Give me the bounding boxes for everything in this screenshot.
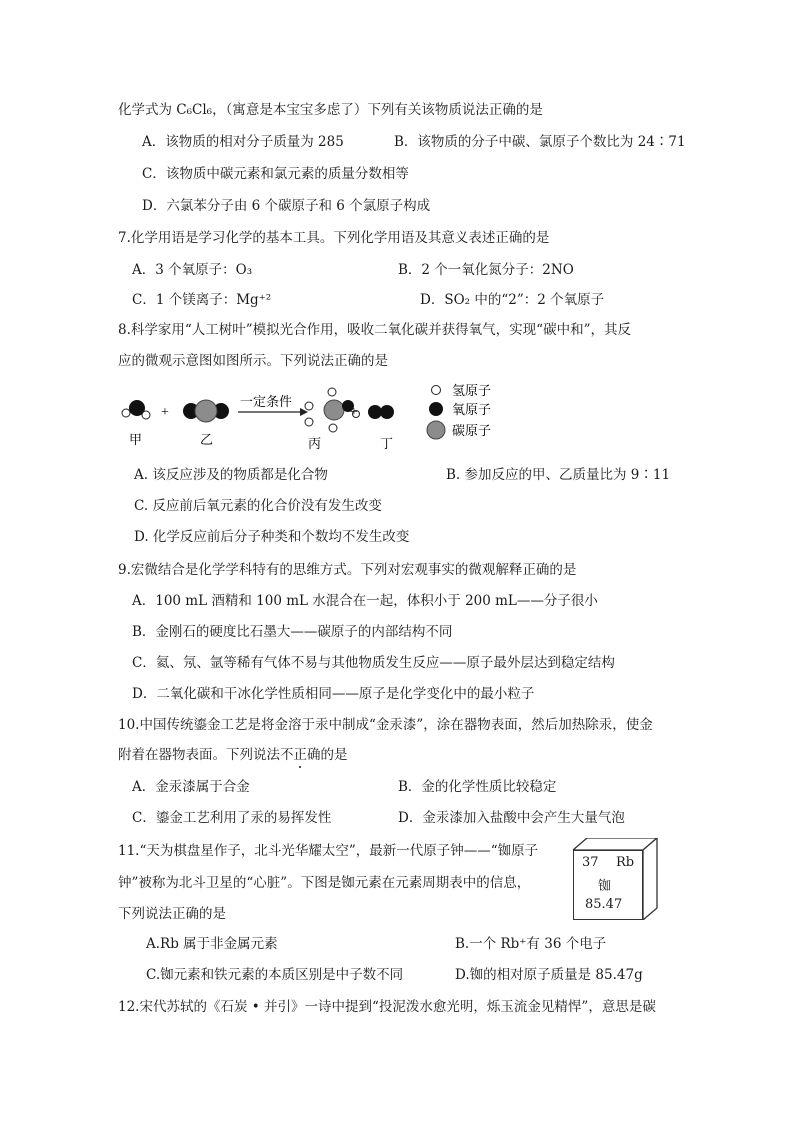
element-card-face xyxy=(573,850,643,920)
label-ding: 丁 xyxy=(380,436,394,451)
label-bing: 丙 xyxy=(308,436,322,451)
label-yi: 乙 xyxy=(200,432,214,447)
q11-option-a: A.Rb 属于非金属元素 xyxy=(146,936,278,952)
q7-option-c: C．1 个镁离子：Mg⁺² xyxy=(132,292,272,308)
q6-stem: 化学式为 C₆Cl₆，（寓意是本宝宝多虑了）下列有关该物质说法正确的是 xyxy=(118,102,543,118)
element-name: 铷 xyxy=(598,879,612,894)
element-atomic-mass: 85.47 xyxy=(585,897,623,912)
q7-option-d: D．SO₂ 中的“2”：2 个氧原子 xyxy=(420,292,605,308)
element-atomic-number: 37 xyxy=(582,855,599,870)
q12-stem: 12.宋代苏轼的《石炭 • 并引》一诗中提到“投泥泼水愈光明，烁玉流金见精悍”，意思是碳 xyxy=(118,999,656,1015)
q8-option-a: A. 该反应涉及的物质都是化合物 xyxy=(134,467,328,483)
q9-option-b: B．金刚石的硬度比石墨大——碳原子的内部结构不同 xyxy=(132,624,453,640)
element-card-rubidium xyxy=(573,838,659,920)
element-symbol: Rb xyxy=(616,855,635,870)
q7-stem: 7.化学用语是学习化学的基本工具。下列化学用语及其意义表述正确的是 xyxy=(118,230,550,246)
q11-option-b: B.一个 Rb⁺有 36 个电子 xyxy=(455,936,607,952)
q6-option-a: A．该物质的相对分子质量为 285 xyxy=(142,134,344,150)
q8-stem-line1: 8.科学家用“人工树叶”模拟光合作用，吸收二氧化碳并获得氧气，实现“碳中和”，其反 xyxy=(118,322,631,338)
plus-1: + xyxy=(161,405,169,420)
q9-option-a: A．100 mL 酒精和 100 mL 水混合在一起，体积小于 200 mL——分子很小 xyxy=(132,593,598,609)
plus-2: + xyxy=(350,405,358,420)
q11-stem-line2: 钟”被称为北斗卫星的“心脏”。下图是铷元素在元素周期表中的信息， xyxy=(118,875,531,891)
q10-option-c: C．鎏金工艺利用了汞的易挥发性 xyxy=(132,810,332,826)
q10-stem-not-emphasis: 不正确 xyxy=(280,747,321,763)
q11-option-d: D.铷的相对原子质量是 85.47g xyxy=(455,967,643,983)
legend xyxy=(427,383,491,439)
q6-option-b: B．该物质的分子中碳、氯原子个数比为 24∶71 xyxy=(394,134,686,150)
molecule-yi xyxy=(183,400,229,422)
q11-option-c: C.铷元素和铁元素的本质区别是中子数不同 xyxy=(146,967,404,983)
q8-option-b: B. 参加反应的甲、乙质量比为 9∶11 xyxy=(446,467,671,483)
q10-stem-line2 xyxy=(118,746,348,764)
q8-option-c: C. 反应前后氧元素的化合价没有发生改变 xyxy=(134,498,382,514)
legend-hydrogen-label: 氢原子 xyxy=(452,383,492,398)
q6-option-c: C．该物质中碳元素和氯元素的质量分数相等 xyxy=(142,166,409,182)
q9-option-d: D．二氧化碳和干冰化学性质相同——原子是化学变化中的最小粒子 xyxy=(132,686,535,702)
legend-oxygen-label: 氧原子 xyxy=(452,402,492,417)
q10-stem-post: 的是 xyxy=(320,747,348,763)
q10-option-b: B．金的化学性质比较稳定 xyxy=(398,779,557,795)
q9-stem: 9.宏微结合是化学学科特有的思维方式。下列对宏观事实的微观解释正确的是 xyxy=(118,562,577,578)
q10-option-a: A．金汞漆属于合金 xyxy=(132,779,250,795)
legend-carbon-label: 碳原子 xyxy=(452,423,492,438)
q11-stem-line1: 11.“天为棋盘星作子，北斗光华耀太空”，最新一代原子钟——“铷原子 xyxy=(118,843,539,859)
molecule-ding xyxy=(368,405,394,419)
q7-option-b: B．2 个一氧化氮分子：2NO xyxy=(398,262,574,278)
q9-option-c: C．氦、氖、氩等稀有气体不易与其他物质发生反应——原子最外层达到稳定结构 xyxy=(132,655,615,671)
q6-option-d: D．六氯苯分子由 6 个碳原子和 6 个氯原子构成 xyxy=(142,198,431,214)
q10-stem-pre: 附着在器物表面。下列说法 xyxy=(118,747,280,763)
q7-option-a: A．3 个氧原子：O₃ xyxy=(132,262,253,278)
q11-stem-line3: 下列说法正确的是 xyxy=(118,906,226,922)
reaction-diagram xyxy=(118,378,518,458)
label-jia: 甲 xyxy=(129,432,143,447)
q10-option-d: D．金汞漆加入盐酸中会产生大量气泡 xyxy=(398,810,625,826)
q10-stem-line1: 10.中国传统鎏金工艺是将金溶于汞中制成“金汞漆”，涂在器物表面，然后加热除汞，使金 xyxy=(118,717,653,733)
legend-carbon-icon xyxy=(427,421,445,439)
q8-stem-line2: 应的微观示意图如图所示。下列说法正确的是 xyxy=(118,353,388,369)
legend-hydrogen-icon xyxy=(432,386,441,395)
arrow-condition: 一定条件 xyxy=(240,394,293,409)
molecule-jia xyxy=(122,400,150,419)
q8-option-d: D. 化学反应前后分子种类和个数均不发生改变 xyxy=(134,529,410,545)
legend-oxygen-icon xyxy=(429,402,443,416)
